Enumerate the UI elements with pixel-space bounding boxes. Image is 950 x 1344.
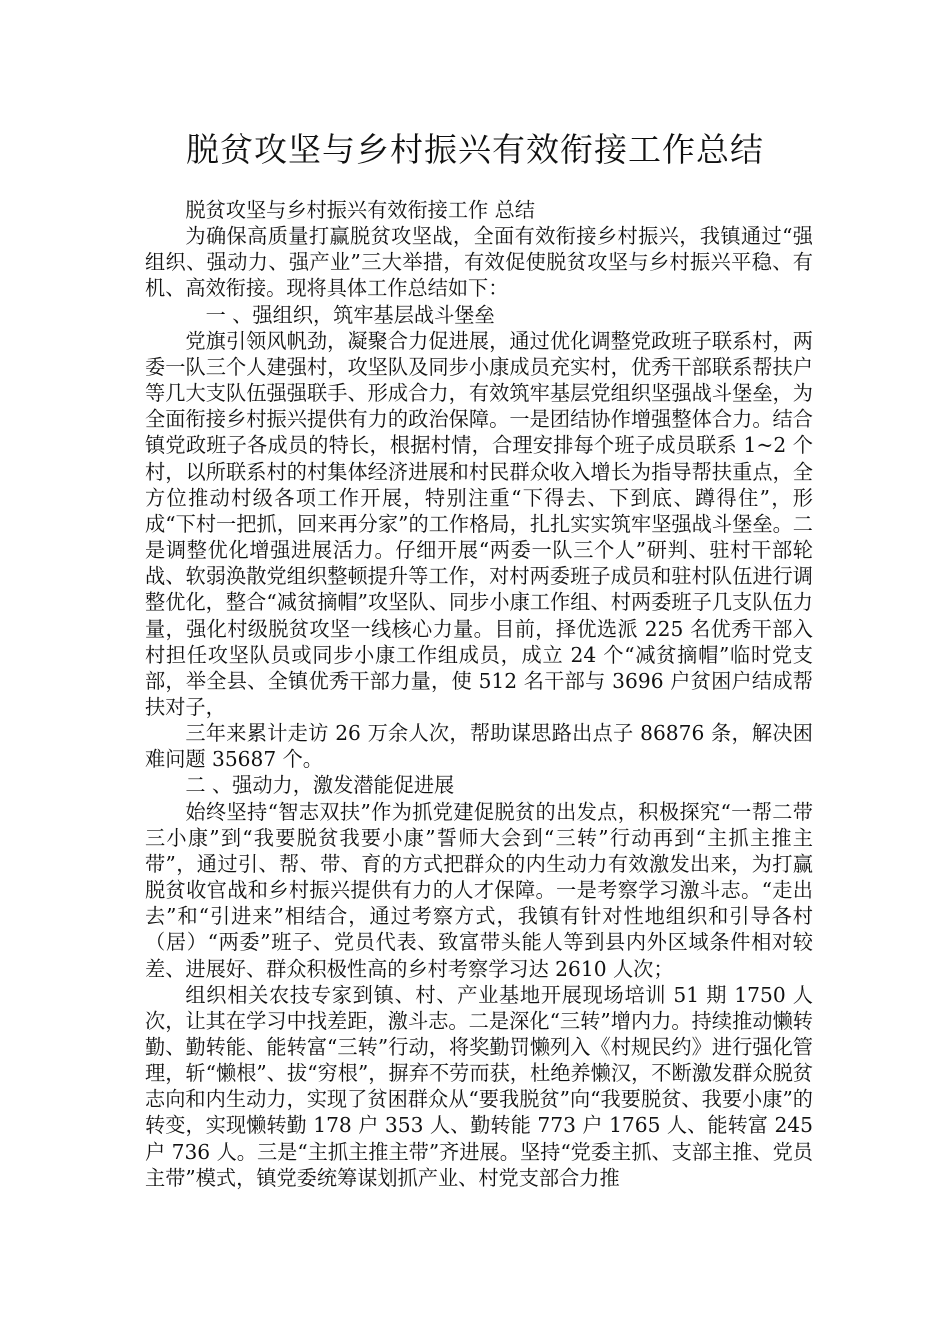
section-1-paragraph-continued: 三年来累计走访 26 万余人次，帮助谋思路出点子 86876 条，解决困难问题 35687 个。 bbox=[145, 721, 813, 772]
document-subtitle: 脱贫攻坚与乡村振兴有效衔接工作 总结 bbox=[185, 198, 535, 222]
section-heading-2: 二 、强动力，激发潜能促进展 bbox=[185, 773, 455, 798]
section-2-paragraph-continued: 组织相关农技专家到镇、村、产业基地开展现场培训 51 期 1750 人次，让其在学习中找差距，激斗志。二是深化“三转”增内力。持续推动懒转勤、勤转能、能转富“三转”行动，将奖勤罚懒列入《村规民约》进行强化管理，斩“懒根”、拔“穷根”，摒弃不劳而获，杜绝养懒汉，不断激发群众脱贫志向和内生动力，实现了贫困群众从“要我脱贫”向“我要脱贫、我要小康”的转变，实现懒转勤 178 户 353 人、勤转能 773 户 1765 人、能转富 245 户 736 人。三是“主抓主推主带”齐进展。坚持“党委主抓、支部主推、党员主带”模式，镇党委统筹谋划抓产业、村党支部合力推 bbox=[145, 982, 813, 1190]
intro-paragraph: 为确保高质量打赢脱贫攻坚战，全面有效衔接乡村振兴，我镇通过“强组织、强动力、强产业”三大举措，有效促使脱贫攻坚与乡村振兴平稳、有机、高效衔接。现将具体工作总结如下： bbox=[145, 224, 813, 301]
section-1-paragraph: 党旗引领风帆劲，凝聚合力促进展，通过优化调整党政班子联系村，两委一队三个人建强村，攻坚队及同步小康成员充实村，优秀干部联系帮扶户等几大支队伍强强联手、形成合力，有效筑牢基层党组织坚强战斗堡垒，为全面衔接乡村振兴提供有力的政治保障。一是团结协作增强整体合力。结合镇党政班子各成员的特长，根据村情，合理安排每个班子成员联系 1~2 个村，以所联系村的村集体经济进展和村民群众收入增长为指导帮扶重点，全方位推动村级各项工作开展，特别注重“下得去、下到底、蹲得住”，形成“下村一把抓，回来再分家”的工作格局，扎扎实实筑牢坚强战斗堡垒。二是调整优化增强进展活力。仔细开展“两委一队三个人”研判、驻村干部轮战、软弱涣散党组织整顿提升等工作，对村两委班子成员和驻村队伍进行调整优化，整合“减贫摘帽”攻坚队、同步小康工作组、村两委班子几支队伍力量，强化村级脱贫攻坚一线核心力量。目前，择优选派 225 名优秀干部入村担任攻坚队员或同步小康工作组成员，成立 24 个“减贫摘帽”临时党支部，举全县、全镇优秀干部力量，使 512 名干部与 3696 户贫困户结成帮扶对子， bbox=[145, 328, 813, 719]
document-title: 脱贫攻坚与乡村振兴有效衔接工作总结 bbox=[186, 130, 764, 169]
document-body bbox=[145, 197, 813, 1191]
section-2-paragraph: 始终坚持“智志双扶”作为抓党建促脱贫的出发点，积极探究“一帮二带三小康”到“我要脱贫我要小康”誓师大会到“三转”行动再到“主抓主推主带”，通过引、帮、带、育的方式把群众的内生动力有效激发出来，为打赢脱贫收官战和乡村振兴提供有力的人才保障。一是考察学习激斗志。“走出去”和“引进来”相结合，通过考察方式，我镇有针对性地组织和引导各村（居）“两委”班子、党员代表、致富带头能人等到县内外区域条件相对较差、进展好、群众积极性高的乡村考察学习达 2610 人次； bbox=[145, 799, 813, 981]
section-heading-1: 一 、强组织，筑牢基层战斗堡垒 bbox=[205, 302, 495, 327]
